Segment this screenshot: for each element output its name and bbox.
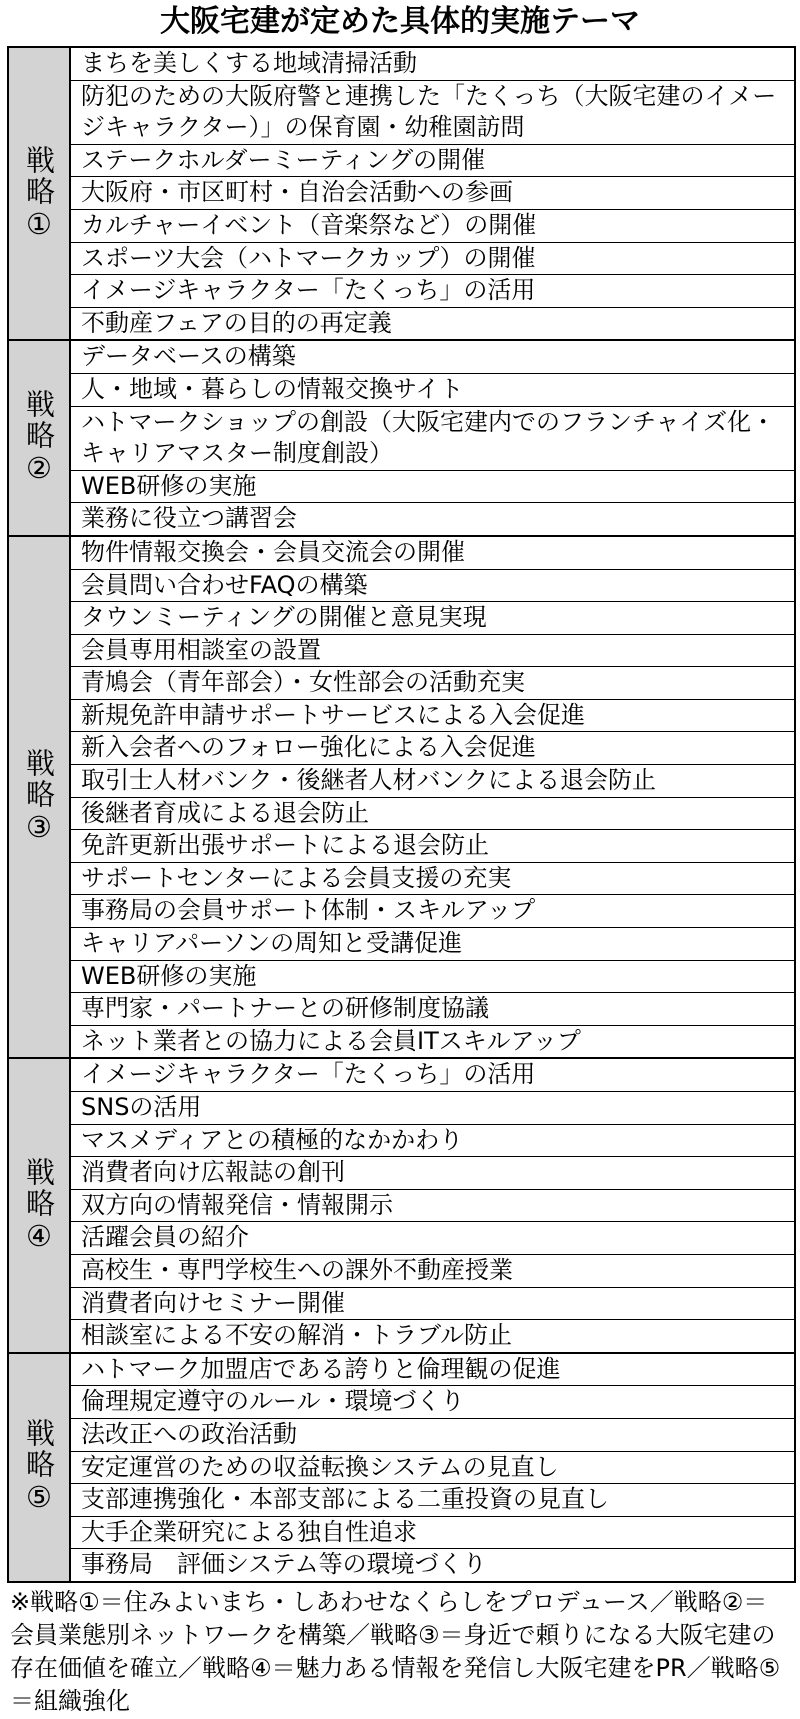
theme-item: 業務に役立つ講習会 (71, 502, 794, 535)
strategy-label: 戦略④ (22, 1156, 56, 1255)
theme-item: 支部連携強化・本部支部による二重投資の見直し (71, 1483, 794, 1516)
strategy-group (9, 48, 794, 339)
strategy-label: 戦略② (22, 389, 56, 488)
strategy-label: 戦略③ (22, 748, 56, 847)
theme-item: 免許更新出張サポートによる退会防止 (71, 829, 794, 862)
theme-item: 活躍会員の紹介 (71, 1221, 794, 1254)
strategy-label-cell (9, 1059, 71, 1351)
strategy-label-cell (9, 1354, 71, 1581)
theme-item: 倫理規定遵守のルール・環境づくり (71, 1385, 794, 1418)
theme-item: ハトマーク加盟店である誇りと倫理観の促進 (81, 1354, 561, 1383)
theme-item: 新規免許申請サポートサービスによる入会促進 (71, 699, 794, 732)
theme-item: 大手企業研究による独自性追求 (71, 1516, 794, 1549)
theme-item: ネット業者との協力による会員ITスキルアップ (71, 1025, 794, 1058)
theme-item: WEB研修の実施 (71, 960, 794, 993)
theme-item: ステークホルダーミーティングの開催 (71, 144, 794, 177)
theme-item: 専門家・パートナーとの研修制度協議 (71, 992, 794, 1025)
strategy-label-cell (9, 48, 71, 339)
theme-item: まちを美しくする地域清掃活動 (81, 49, 417, 77)
theme-item: 会員問い合わせFAQの構築 (71, 569, 794, 602)
theme-item: キャリアパーソンの周知と受講促進 (71, 927, 794, 960)
theme-item: 消費者向けセミナー開催 (71, 1287, 794, 1320)
theme-item: 新入会者へのフォロー強化による入会促進 (71, 731, 794, 764)
strategy-group (9, 1352, 794, 1581)
theme-item: 取引士人材バンク・後継者人材バンクによる退会防止 (71, 764, 794, 797)
theme-item: イメージキャラクター「たくっち」の活用 (71, 274, 794, 307)
theme-item: 青鳩会（青年部会）・女性部会の活動充実 (71, 666, 794, 699)
strategy-label: 戦略① (22, 144, 56, 243)
strategy-label-cell (9, 537, 71, 1058)
theme-item: 高校生・専門学校生への課外不動産授業 (71, 1254, 794, 1287)
strategy-items (71, 537, 794, 1058)
theme-item: 事務局の会員サポート体制・スキルアップ (71, 894, 794, 927)
footnote: ※戦略①＝住みよいまち・しあわせなくらしをプロデュース／戦略②＝会員業態別ネットワークを構築／戦略③＝身近で頼りになる大阪宅建の存在価値を確立／戦略④＝魅力ある情報を発信し大阪宅建をPR／戦略⑤＝組織強化 (10, 1588, 781, 1715)
theme-item: 法改正への政治活動 (71, 1418, 794, 1451)
theme-item: データベースの構築 (81, 342, 296, 371)
theme-item: 相談室による不安の解消・トラブル防止 (71, 1319, 794, 1352)
theme-item: カルチャーイベント（音楽祭など）の開催 (71, 209, 794, 242)
strategy-label-cell (9, 341, 71, 535)
strategy-items (71, 48, 794, 339)
theme-item: 双方向の情報発信・情報開示 (71, 1189, 794, 1222)
theme-item: マスメディアとの積極的なかかわり (71, 1124, 794, 1157)
page-title: 大阪宅建が定めた具体的実施テーマ (160, 4, 640, 39)
theme-item: 事務局 評価システム等の環境づくり (71, 1548, 794, 1581)
theme-item: 会員専用相談室の設置 (71, 634, 794, 667)
strategy-items (71, 341, 794, 535)
themes-table (7, 46, 796, 1583)
strategy-group (9, 339, 794, 535)
theme-item: SNSの活用 (71, 1091, 794, 1124)
strategy-label: 戦略⑤ (22, 1418, 56, 1517)
theme-item: 防犯のための大阪府警と連携した「たくっち（大阪宅建のイメージキャラクター）」の保育園・幼稚園訪問 (71, 80, 794, 144)
theme-item: WEB研修の実施 (71, 470, 794, 503)
theme-item: 物件情報交換会・会員交流会の開催 (81, 537, 465, 566)
theme-item: タウンミーティングの開催と意見実現 (71, 601, 794, 634)
strategy-group (9, 1057, 794, 1351)
theme-item: 安定運営のための収益転換システムの見直し (71, 1451, 794, 1484)
theme-item: 消費者向け広報誌の創刊 (71, 1156, 794, 1189)
strategy-group (9, 535, 794, 1058)
strategy-items (71, 1354, 794, 1581)
theme-item: 後継者育成による退会防止 (71, 797, 794, 830)
theme-item: スポーツ大会（ハトマークカップ）の開催 (71, 242, 794, 275)
theme-item: 不動産フェアの目的の再定義 (71, 307, 794, 340)
theme-item: 大阪府・市区町村・自治会活動への参画 (71, 176, 794, 209)
theme-item: サポートセンターによる会員支援の充実 (71, 862, 794, 895)
theme-item: ハトマークショップの創設（大阪宅建内でのフランチャイズ化・キャリアマスター制度創設） (71, 406, 794, 470)
strategy-items (71, 1059, 794, 1351)
theme-item: 人・地域・暮らしの情報交換サイト (71, 373, 794, 406)
theme-item: イメージキャラクター「たくっち」の活用 (81, 1060, 536, 1089)
